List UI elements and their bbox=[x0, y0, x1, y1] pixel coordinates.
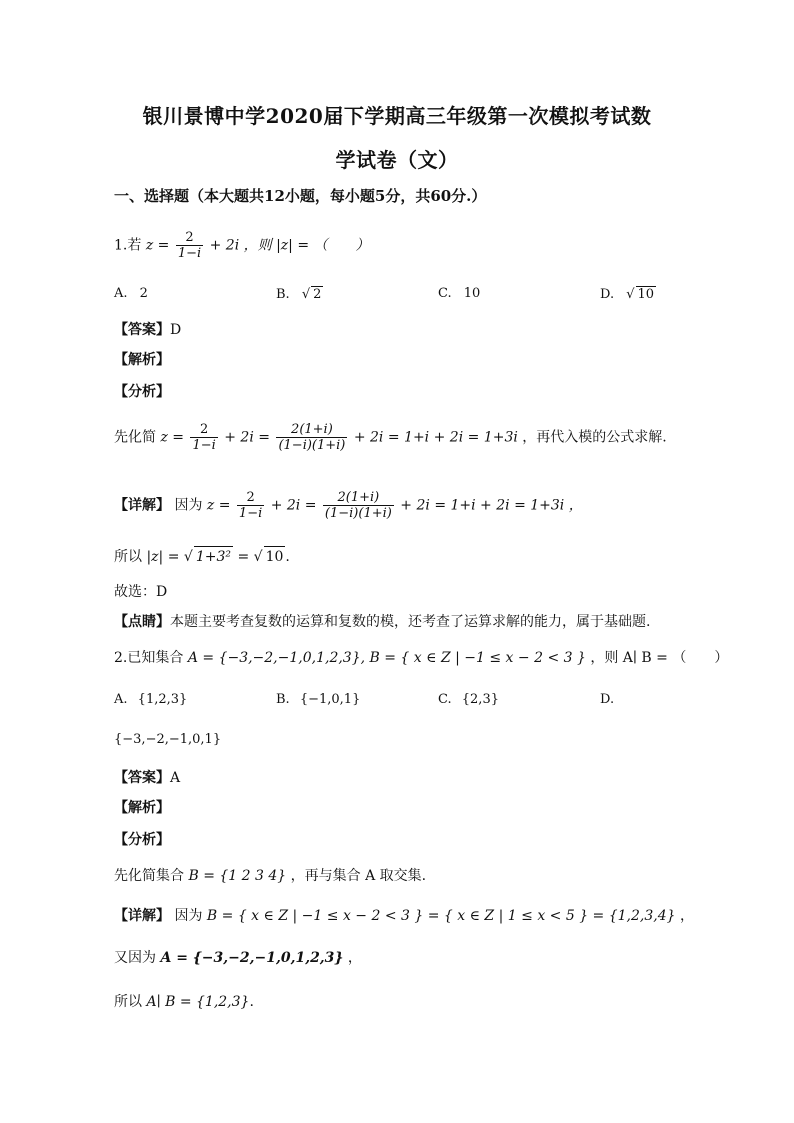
q1-option-a-value: 2 bbox=[139, 286, 148, 301]
q2-step4-expr: A∣ B = {1,2,3} bbox=[146, 994, 250, 1010]
q1-option-a bbox=[114, 286, 148, 301]
q2-detail-tag: 【详解】 bbox=[114, 908, 170, 924]
q2-fenxi-tag: 【分析】 bbox=[114, 832, 170, 848]
q1-step2-num2: 2(1+i) bbox=[337, 490, 380, 505]
q2-prefix: 2.已知集合 bbox=[114, 650, 184, 666]
q1-step1-frac2 bbox=[276, 422, 347, 453]
q1-step3: 所以 |z| = √ 1+3² = √ 10 . bbox=[114, 546, 290, 567]
q1-step1-frac1 bbox=[190, 422, 217, 453]
exam-title-line1: 银川景博中学2020届下学期高三年级第一次模拟考试数 bbox=[142, 104, 652, 128]
q1-answer-value: D bbox=[170, 322, 182, 338]
q1-option-d-value: 10 bbox=[637, 287, 655, 302]
q2-answer bbox=[114, 768, 180, 788]
q1-step2-prefix: 因为 bbox=[174, 497, 203, 514]
q1-step3-end: . bbox=[285, 549, 290, 565]
q2-step2 bbox=[114, 906, 694, 926]
q2-step3-expr: A = {−3,−2,−1,0,1,2,3} bbox=[160, 950, 344, 966]
q1-expr-tail: + 2i ，则 |z| = （ ） bbox=[209, 237, 370, 254]
q1-step2-den2: (1−i)(1+i) bbox=[324, 506, 392, 521]
q2-answer-value: A bbox=[170, 770, 181, 786]
q1-comment-tag: 【点睛】 bbox=[114, 614, 170, 630]
q2-stem-tail: ，则 A∣ B = （ ） bbox=[590, 650, 729, 666]
q1-option-b: B. √ 2 bbox=[276, 287, 322, 302]
q2-stem bbox=[114, 648, 728, 668]
q2-option-a bbox=[114, 692, 187, 707]
q1-step3-sqrt1: 1+3² bbox=[194, 546, 233, 567]
q1-comment-text: 本题主要考查复数的运算和复数的模，还考查了运算求解的能力，属于基础题. bbox=[170, 614, 651, 630]
q1-step1-tail: + 2i = 1+i + 2i = 1+3i bbox=[353, 429, 518, 446]
q2-step1-expr: B = {1 2 3 4} bbox=[188, 868, 287, 884]
q1-option-b-label: B. bbox=[276, 287, 290, 302]
q1-step3-prefix: 所以 bbox=[114, 549, 142, 565]
q2-option-d-label: D. bbox=[600, 692, 615, 707]
exam-title-line2: 学试卷（文） bbox=[335, 148, 459, 172]
q1-frac-num: 2 bbox=[185, 230, 194, 245]
q1-fenxi-tag: 【分析】 bbox=[114, 384, 170, 400]
q2-step2-prefix: 因为 bbox=[174, 908, 203, 924]
q1-step2-mid: + 2i = bbox=[270, 497, 317, 514]
q2-option-b bbox=[276, 692, 360, 707]
q1-step1-den1: 1−i bbox=[192, 438, 216, 453]
q2-step2-expr: B = { x ∈ Z | −1 ≤ x − 2 < 3 } = { x ∈ Z | 1 ≤ x < 5 } = {1,2,3,4} bbox=[206, 908, 676, 924]
q1-frac-den: 1−i bbox=[177, 246, 202, 261]
q2-step1-suffix: ，再与集合 A 取交集. bbox=[290, 868, 427, 884]
q1-expr-lhs: z = bbox=[145, 237, 170, 254]
q1-option-d-label: D. bbox=[600, 287, 615, 302]
q2-option-b-label: B. bbox=[276, 692, 290, 707]
q1-stem bbox=[114, 230, 370, 261]
q2-option-d-value: {−3,−2,−1,0,1} bbox=[114, 732, 222, 747]
q2-analysis-tag: 【解析】 bbox=[114, 800, 170, 816]
q1-step2-frac1 bbox=[237, 490, 264, 521]
q1-step1-num2: 2(1+i) bbox=[291, 422, 333, 437]
q2-option-c-label: C. bbox=[438, 692, 452, 707]
q1-step2-num1: 2 bbox=[246, 490, 255, 505]
q1-option-d: D. √ 10 bbox=[600, 287, 655, 302]
q1-fraction bbox=[176, 230, 203, 261]
q1-comment bbox=[114, 612, 650, 632]
q1-step2-tail: + 2i = 1+i + 2i = 1+3i ， bbox=[400, 497, 583, 514]
q1-detail-tag: 【详解】 bbox=[114, 497, 170, 514]
q2-step4-prefix: 所以 bbox=[114, 994, 142, 1010]
q2-step2-end: ， bbox=[679, 908, 694, 924]
q1-option-c bbox=[438, 286, 480, 301]
q2-option-b-value: {−1,0,1} bbox=[299, 692, 361, 707]
q2-step3-end: ， bbox=[347, 950, 362, 966]
section-heading: 一、选择题（本大题共12小题，每小题5分，共60分.） bbox=[114, 187, 487, 205]
q1-step1-lhs: z = bbox=[160, 429, 185, 446]
q1-step2 bbox=[114, 490, 583, 521]
q1-analysis-tag: 【解析】 bbox=[114, 352, 170, 368]
q1-step1-mid: + 2i = bbox=[224, 429, 270, 446]
q2-stem-expr: A = {−3,−2,−1,0,1,2,3}, B = { x ∈ Z | −1 ≤ x − 2 < 3 } bbox=[187, 650, 586, 666]
q1-choose: 故选：D bbox=[114, 584, 168, 600]
q1-step3-sqrt2: 10 bbox=[264, 546, 286, 567]
q1-step1-den2: (1−i)(1+i) bbox=[278, 438, 346, 453]
q1-option-c-label: C. bbox=[438, 286, 452, 301]
q1-option-b-value: 2 bbox=[313, 287, 322, 302]
q1-option-a-label: A. bbox=[114, 286, 128, 301]
q2-option-c-value: {2,3} bbox=[461, 692, 499, 707]
q2-option-c bbox=[438, 692, 499, 707]
q1-step1 bbox=[114, 422, 667, 453]
q1-step1-suffix: ，再代入模的公式求解. bbox=[522, 429, 667, 446]
q1-step1-num1: 2 bbox=[199, 422, 209, 437]
q1-step3-lhs: |z| = bbox=[146, 549, 180, 565]
q1-step1-prefix: 先化简 bbox=[114, 429, 156, 446]
q2-step3 bbox=[114, 948, 362, 968]
q1-option-c-value: 10 bbox=[463, 286, 481, 301]
q2-option-a-label: A. bbox=[114, 692, 128, 707]
q2-step1 bbox=[114, 866, 426, 886]
q1-step2-den1: 1−i bbox=[238, 506, 263, 521]
q1-answer bbox=[114, 320, 181, 340]
q2-step1-prefix: 先化简集合 bbox=[114, 868, 184, 884]
q1-step2-lhs: z = bbox=[206, 497, 231, 514]
q2-answer-tag: 【答案】 bbox=[114, 770, 170, 786]
q1-prefix: 1.若 bbox=[114, 237, 142, 254]
q1-step3-eq: = bbox=[237, 549, 250, 565]
q2-step4-end: . bbox=[249, 994, 254, 1010]
q1-answer-tag: 【答案】 bbox=[114, 322, 170, 338]
q2-step3-prefix: 又因为 bbox=[114, 950, 156, 966]
q2-option-a-value: {1,2,3} bbox=[137, 692, 188, 707]
q1-step2-frac2 bbox=[323, 490, 394, 521]
q2-step4 bbox=[114, 992, 254, 1012]
